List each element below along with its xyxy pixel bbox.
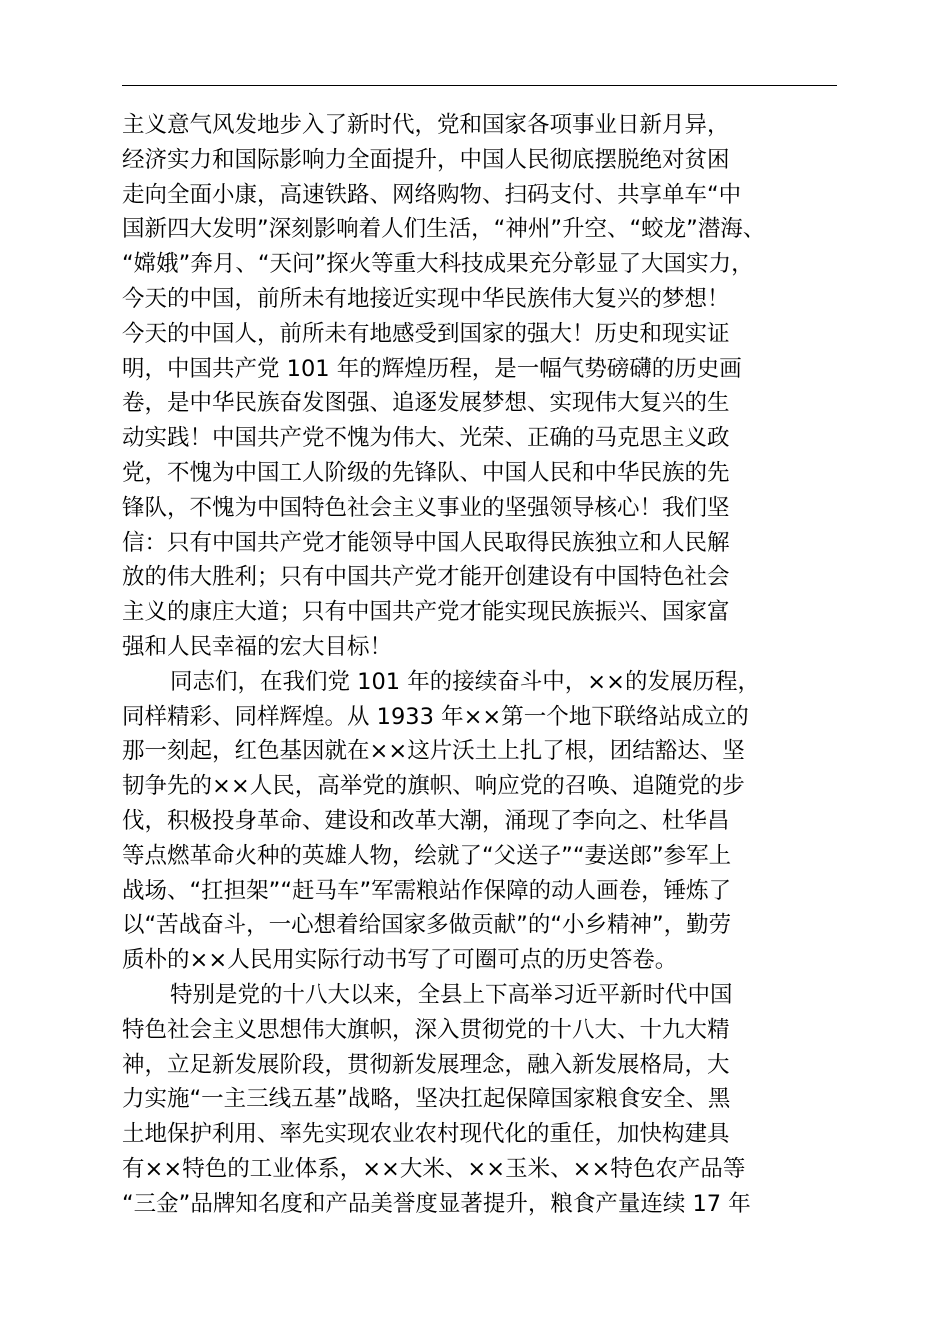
text-line: 信：只有中国共产党才能领导中国人民取得民族独立和人民解 (122, 529, 730, 556)
text-line: 力实施“一主三线五基”战略，坚决扛起保障国家粮食安全、黑 (122, 1086, 731, 1113)
text-line: 走向全面小康，高速铁路、网络购物、扫码支付、共享单车“中 (122, 181, 742, 208)
text-line: 特色社会主义思想伟大旗帜，深入贯彻党的十八大、十九大精 (122, 1016, 730, 1043)
paragraph-start-line: 同志们，在我们党 101 年的接续奋斗中，××的发展历程， (170, 668, 760, 695)
text-line: 同样精彩、同样辉煌。从 1933 年××第一个地下联络站成立的 (122, 703, 749, 730)
text-line: 放的伟大胜利；只有中国共产党才能开创建设有中国特色社会 (122, 564, 730, 591)
text-line: 党，不愧为中国工人阶级的先锋队、中国人民和中华民族的先 (122, 459, 730, 486)
text-line: 今天的中国，前所未有地接近实现中华民族伟大复兴的梦想！ (122, 285, 730, 312)
text-line: 质朴的××人民用实际行动书写了可圈可点的历史答卷。 (122, 947, 678, 974)
text-line: 强和人民幸福的宏大目标！ (122, 633, 393, 660)
text-line: 以“苦战奋斗，一心想着给国家多做贡献”的“小乡精神”，勤劳 (122, 912, 732, 939)
text-line: 明，中国共产党 101 年的辉煌历程，是一幅气势磅礴的历史画 (122, 355, 742, 382)
text-line: 韧争先的××人民，高举党的旗帜、响应党的召唤、追随党的步 (122, 773, 745, 800)
text-line: 战场、“扛担架”“赶马车”军需粮站作保障的动人画卷，锤炼了 (122, 877, 732, 904)
text-line: 主义意气风发地步入了新时代，党和国家各项事业日新月异， (122, 112, 730, 138)
text-line: “嫦娥”奔月、“天问”探火等重大科技成果充分彰显了大国实力， (122, 251, 754, 278)
text-line: 国新四大发明”深刻影响着人们生活，“神州”升空、“蛟龙”潜海、 (122, 216, 766, 243)
paragraph-start-line: 特别是党的十八大以来，全县上下高举习近平新时代中国 (170, 981, 733, 1008)
text-line: “三金”品牌知名度和产品美誉度显著提升，粮食产量连续 17 年 (122, 1190, 751, 1217)
text-line: 今天的中国人，前所未有地感受到国家的强大！历史和现实证 (122, 320, 730, 347)
text-line: 动实践！中国共产党不愧为伟大、光荣、正确的马克思主义政 (122, 425, 730, 452)
text-line: 有××特色的工业体系，××大米、××玉米、××特色农产品等 (122, 1155, 746, 1182)
text-line: 伐，积极投身革命、建设和改革大潮，涌现了李向之、杜华昌 (122, 807, 730, 834)
text-line: 卷，是中华民族奋发图强、追逐发展梦想、实现伟大复兴的生 (122, 390, 730, 417)
text-line: 等点燃革命火种的英雄人物，绘就了“父送子”“妻送郎”参军上 (122, 842, 732, 869)
text-line: 那一刻起，红色基因就在××这片沃土上扎了根，团结豁达、坚 (122, 738, 745, 765)
text-line: 神，立足新发展阶段，贯彻新发展理念，融入新发展格局，大 (122, 1051, 730, 1078)
text-line: 锋队，不愧为中国特色社会主义事业的坚强领导核心！我们坚 (122, 494, 730, 521)
text-line: 经济实力和国际影响力全面提升，中国人民彻底摆脱绝对贫困 (122, 146, 730, 173)
body-text (122, 108, 842, 1222)
text-line: 主义的康庄大道；只有中国共产党才能实现民族振兴、国家富 (122, 599, 730, 626)
text-line: 土地保护利用、率先实现农业农村现代化的重任，加快构建具 (122, 1121, 730, 1148)
header-rule (122, 85, 837, 86)
